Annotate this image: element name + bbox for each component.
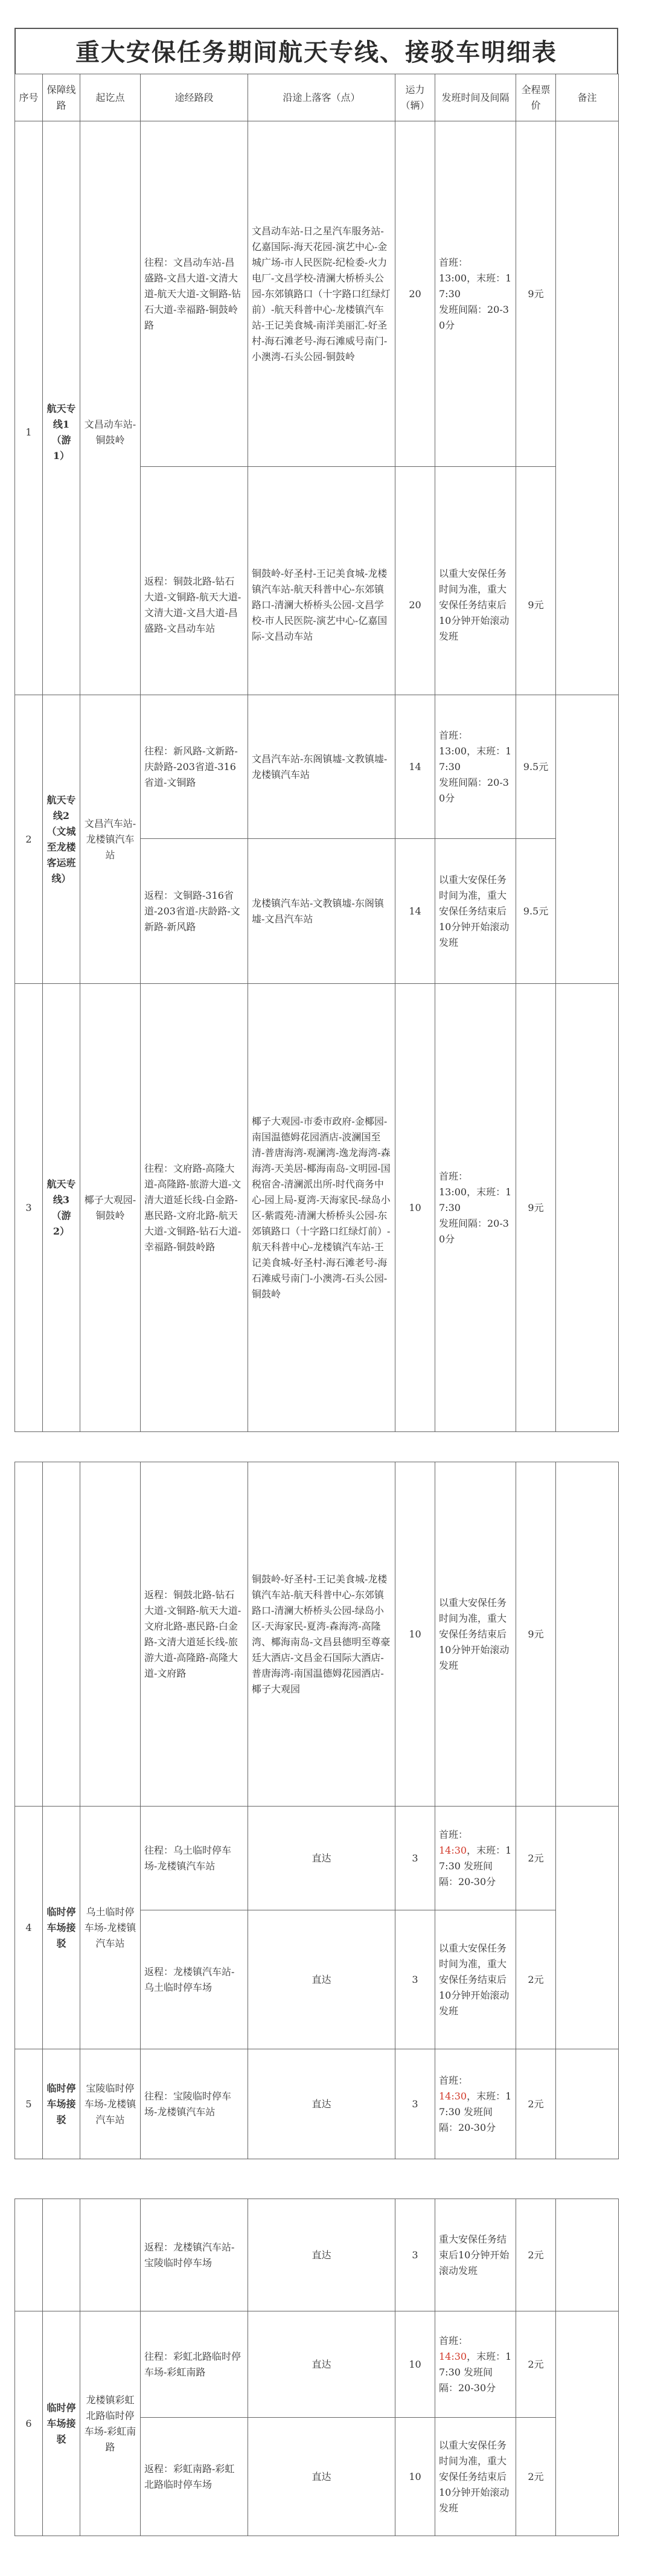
back-price: 2元 (516, 1910, 556, 2049)
endpoints: 文昌汽车站-龙楼镇汽车站 (80, 695, 141, 984)
back-price: 9元 (516, 467, 556, 744)
line-name: 临时停车场接驳 (43, 2049, 80, 2159)
back-price: 2元 (516, 2199, 556, 2311)
back-stops: 铜鼓岭-好圣村-王记美食城-龙楼镇汽车站-航天科普中心-东郊镇路口-清澜大桥桥头公园-文昌学校-市人民医院-演艺中心-亿嘉国际-文昌动车站 (248, 467, 395, 744)
departure-return: 以重大安保任务时间为准，重大安保任务结束后10分钟开始滚动发班 (435, 839, 516, 984)
header-capacity: 运力（辆） (395, 74, 435, 121)
back-route: 返程：龙楼镇汽车站-乌土临时停车场 (141, 1910, 248, 2049)
row-number: 6 (15, 2311, 43, 2536)
back-capacity: 3 (395, 2199, 435, 2311)
line-name-empty (43, 1462, 80, 1807)
go-capacity: 3 (395, 2049, 435, 2159)
back-route: 返程：龙楼镇汽车站-宝陵临时停车场 (141, 2199, 248, 2311)
remarks-cell (556, 121, 619, 744)
go-capacity: 14 (395, 695, 435, 839)
remarks-cell (556, 2311, 619, 2536)
go-capacity: 20 (395, 121, 435, 467)
endpoints: 文昌动车站-铜鼓岭 (80, 121, 141, 744)
departure-return: 重大安保任务结束后10分钟开始滚动发班 (435, 2199, 516, 2311)
remarks-cell (556, 984, 619, 1432)
back-capacity: 20 (395, 467, 435, 744)
header-price: 全程票价 (516, 74, 556, 121)
line-name: 航天专线2（文城至龙楼客运班线） (43, 695, 80, 984)
table-row (15, 1807, 619, 1910)
back-stops: 龙楼镇汽车站-文教镇墟-东阁镇墟-文昌汽车站 (248, 839, 395, 984)
page-title: 重大安保任务期间航天专线、接驳车明细表 (14, 28, 618, 75)
table-section-4 (14, 2199, 619, 2536)
row-number-empty (15, 1462, 43, 1807)
go-price: 2元 (516, 1807, 556, 1910)
header-line: 保障线路 (43, 74, 80, 121)
departure-return: 以重大安保任务时间为准，重大安保任务结束后10分钟开始滚动发班 (435, 2418, 516, 2536)
back-stops: 直达 (248, 2199, 395, 2311)
go-stops: 椰子大观园-市委市政府-金椰园-南国温德姆花园酒店-波澜国至清-普唐海湾-观澜湾-逸龙海湾-森海湾-天美居-椰海南岛-文明园-国税宿舍-清澜派出所-时代商务中心-园上局-夏湾-天海家民-绿岛小区-紫霞苑-清澜大桥桥头公园-东郊镇路口（十字路口红绿灯前）-航天科普中心-龙楼镇汽车站-王记美食城-好圣村-海石滩老号-海石滩威号南门-小澳湾-石头公园-铜鼓岭 (248, 984, 395, 1432)
back-route: 返程：铜鼓北路-钻石大道-文铜路-航天大道-文清大道-文昌大道-昌盛路-文昌动车站 (141, 467, 248, 744)
header-departure: 发班时间及间隔 (435, 74, 516, 121)
go-stops: 直达 (248, 2049, 395, 2159)
header-no: 序号 (15, 74, 43, 121)
go-stops: 直达 (248, 2311, 395, 2418)
go-capacity: 10 (395, 2311, 435, 2418)
back-capacity: 14 (395, 839, 435, 984)
departure-info: 首班： 13:00，末班：17:30 发班间隔：20-30分 (435, 984, 516, 1432)
table-section-3 (14, 1462, 619, 2159)
header-endpoints: 起讫点 (80, 74, 141, 121)
go-capacity: 10 (395, 984, 435, 1432)
row-number-empty (15, 2199, 43, 2311)
row-number: 3 (15, 984, 43, 1432)
back-route: 返程：彩虹南路-彩虹北路临时停车场 (141, 2418, 248, 2536)
go-price: 2元 (516, 2049, 556, 2159)
table-section-1 (14, 74, 619, 744)
row-number: 2 (15, 695, 43, 984)
table-header-row (15, 74, 619, 121)
table-row (15, 2049, 619, 2159)
line-name-empty (43, 2199, 80, 2311)
endpoints: 龙楼镇彩虹北路临时停车场-彩虹南路 (80, 2311, 141, 2536)
go-stops: 文昌动车站-日之星汽车服务站-亿嘉国际-海天花园-演艺中心-金城广场-市人民医院-纪检委-火力电厂-文昌学校-清澜大桥桥头公园-东郊镇路口（十字路口红绿灯前）-航天科普中心-龙楼镇汽车站-王记美食城-南洋美丽汇-好圣村-海石滩老号-海石滩威号南门-小澳湾-石头公园-铜鼓岭 (248, 121, 395, 467)
departure-return: 以重大安保任务时间为准，重大安保任务结束后10分钟开始滚动发班 (435, 1462, 516, 1807)
departure-return: 以重大安保任务时间为准，重大安保任务结束后10分钟开始滚动发班 (435, 467, 516, 744)
header-stops: 沿途上落客（点） (248, 74, 395, 121)
back-route: 返程：铜鼓北路-钻石大道-文铜路-航天大道-文府北路-惠民路-白金路-文清大道延长线-旅游大道-高隆路-高隆大道-文府路 (141, 1462, 248, 1807)
table-row (15, 1462, 619, 1807)
row-number: 4 (15, 1807, 43, 2049)
endpoints-empty (80, 2199, 141, 2311)
back-route: 返程：文铜路-316省道-203省道-庆龄路-文新路-新风路 (141, 839, 248, 984)
departure-info: 首班： 14:30，末班：17:30 发班间隔：20-30分 (435, 2311, 516, 2418)
line-name: 临时停车场接驳 (43, 1807, 80, 2049)
table-section-2 (14, 695, 619, 1432)
back-price: 9元 (516, 1462, 556, 1807)
remarks-cell (556, 1462, 619, 1807)
go-price: 9元 (516, 121, 556, 467)
line-name: 航天专线3（游2） (43, 984, 80, 1432)
back-stops: 直达 (248, 2418, 395, 2536)
remarks-cell (556, 1807, 619, 2049)
remarks-cell (556, 2199, 619, 2311)
go-route: 往程：文府路-高隆大道-高隆路-旅游大道-文清大道延长线-白金路-惠民路-文府北路-航天大道-文铜路-钻石大道-幸福路-铜鼓岭路 (141, 984, 248, 1432)
header-route: 途经路段 (141, 74, 248, 121)
remarks-cell (556, 695, 619, 984)
table-row (15, 121, 619, 467)
go-route: 往程：文昌动车站-昌盛路-文昌大道-文清大道-航天大道-文铜路-钻石大道-幸福路-铜鼓岭路 (141, 121, 248, 467)
table-row (15, 2199, 619, 2311)
endpoints: 宝陵临时停车场-龙楼镇汽车站 (80, 2049, 141, 2159)
go-route: 往程：新风路-文新路-庆龄路-203省道-316省道-文铜路 (141, 695, 248, 839)
go-capacity: 3 (395, 1807, 435, 1910)
back-price: 2元 (516, 2418, 556, 2536)
go-stops: 直达 (248, 1807, 395, 1910)
row-number: 1 (15, 121, 43, 744)
endpoints: 乌土临时停车场-龙楼镇汽车站 (80, 1807, 141, 2049)
endpoints-empty (80, 1462, 141, 1807)
table-row (15, 2311, 619, 2418)
header-remarks: 备注 (556, 74, 619, 121)
remarks-cell (556, 2049, 619, 2159)
back-capacity: 3 (395, 1910, 435, 2049)
line-name: 临时停车场接驳 (43, 2311, 80, 2536)
departure-info: 首班： 14:30，末班：17:30 发班间隔：20-30分 (435, 1807, 516, 1910)
back-capacity: 10 (395, 2418, 435, 2536)
go-price: 2元 (516, 2311, 556, 2418)
go-stops: 文昌汽车站-东阁镇墟-文教镇墟-龙楼镇汽车站 (248, 695, 395, 839)
departure-return: 以重大安保任务时间为准，重大安保任务结束后10分钟开始滚动发班 (435, 1910, 516, 2049)
table-row (15, 695, 619, 839)
go-route: 往程：宝陵临时停车场-龙楼镇汽车站 (141, 2049, 248, 2159)
go-route: 往程：乌土临时停车场-龙楼镇汽车站 (141, 1807, 248, 1910)
back-capacity: 10 (395, 1462, 435, 1807)
go-price: 9元 (516, 984, 556, 1432)
endpoints: 椰子大观园-铜鼓岭 (80, 984, 141, 1432)
go-price: 9.5元 (516, 695, 556, 839)
back-stops: 铜鼓岭-好圣村-王记美食城-龙楼镇汽车站-航天科普中心-东郊镇路口-清澜大桥桥头公园-绿岛小区-天海家民-夏湾-森海湾-高隆湾、椰海南岛-文昌县德明至尊豪廷大酒店-文昌金石国际大酒店-普唐海湾-南国温德姆花园酒店-椰子大观园 (248, 1462, 395, 1807)
table-row (15, 984, 619, 1432)
back-stops: 直达 (248, 1910, 395, 2049)
departure-info: 首班： 13:00，末班：17:30 发班间隔：20-30分 (435, 121, 516, 467)
row-number: 5 (15, 2049, 43, 2159)
departure-info: 首班： 14:30，末班：17:30 发班间隔：20-30分 (435, 2049, 516, 2159)
departure-info: 首班： 13:00，末班：17:30 发班间隔：20-30分 (435, 695, 516, 839)
line-name: 航天专线1（游1） (43, 121, 80, 744)
back-price: 9.5元 (516, 839, 556, 984)
go-route: 往程：彩虹北路临时停车场-彩虹南路 (141, 2311, 248, 2418)
